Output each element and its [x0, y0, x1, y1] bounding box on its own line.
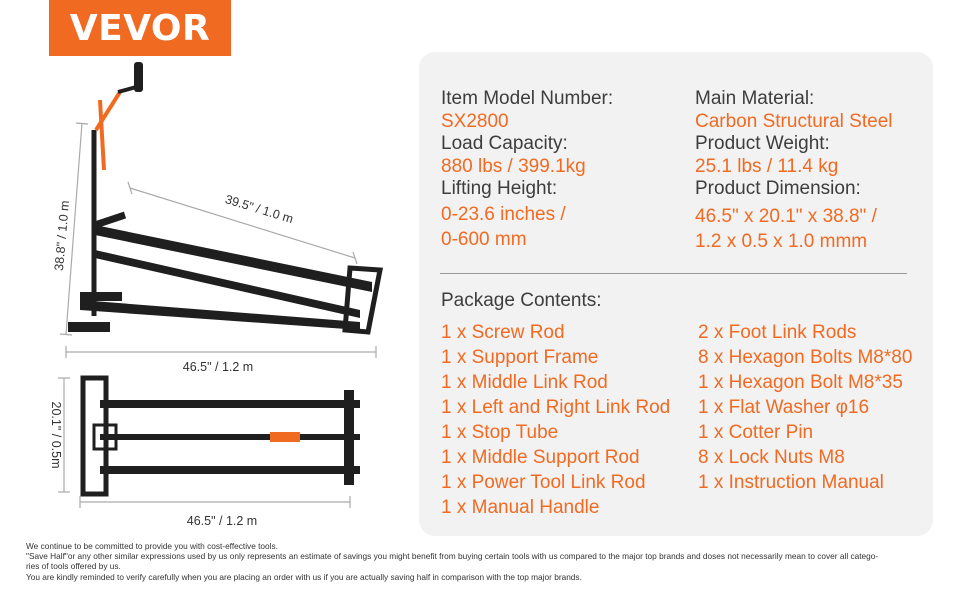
dimension-ramp-length: 39.5" / 1.0 m — [223, 192, 295, 227]
package-item: 8 x Hexagon Bolts M8*80 — [698, 347, 913, 368]
package-list-left — [441, 320, 670, 520]
model-value: SX2800 — [441, 110, 509, 132]
package-item: 1 x Middle Support Rod — [441, 447, 640, 468]
package-item: 1 x Hexagon Bolt M8*35 — [698, 372, 903, 393]
spec-column-left — [441, 88, 681, 252]
material-value: Carbon Structural Steel — [695, 110, 893, 132]
package-item: 1 x Flat Washer φ16 — [698, 397, 870, 418]
package-item: 1 x Manual Handle — [441, 497, 600, 518]
dimension-label: Product Dimension: — [695, 178, 861, 199]
package-contents-title: Package Contents: — [441, 290, 602, 311]
dimension-height: 38.8" / 1.0 m — [51, 199, 73, 272]
package-item: 1 x Support Frame — [441, 347, 599, 368]
side-view-illustration — [60, 62, 380, 358]
disclaimer — [26, 541, 956, 582]
top-view-illustration — [58, 378, 360, 508]
load-capacity-label: Load Capacity: — [441, 133, 568, 154]
package-item: 1 x Instruction Manual — [698, 472, 884, 493]
disclaimer-line: ries of tools offered by us. — [26, 561, 121, 572]
package-item: 1 x Cotter Pin — [698, 422, 814, 443]
dimension-value-2: 1.2 x 0.5 x 1.0 mmm — [695, 231, 868, 252]
disclaimer-line: "Save Half"or any other similar expressions used by us only represents an estimate of savings you might benefit from buying certain tools with us compared to the major top brands and doses not necessarily mean to cover all catego- — [26, 551, 879, 562]
package-item: 2 x Foot Link Rods — [698, 322, 857, 343]
package-item: 1 x Middle Link Rod — [441, 372, 608, 393]
model-label: Item Model Number: — [441, 88, 614, 109]
dimension-value-1: 46.5" x 20.1" x 38.8" / — [695, 205, 877, 227]
disclaimer-line: You are kindly reminded to verify carefully when you are placing an order with us if you are actually saving half in comparison with the top major brands. — [26, 571, 582, 582]
package-item: 1 x Left and Right Link Rod — [441, 397, 671, 418]
load-capacity-value: 880 lbs / 399.1kg — [441, 155, 586, 177]
package-item: 8 x Lock Nuts M8 — [698, 447, 845, 468]
package-item: 1 x Stop Tube — [441, 422, 559, 443]
dimension-width: 20.1" / 0.5m — [49, 401, 63, 469]
material-label: Main Material: — [695, 88, 815, 109]
package-list-right — [698, 320, 912, 495]
weight-value: 25.1 lbs / 11.4 kg — [695, 155, 839, 177]
disclaimer-line: We continue to be committed to provide you with cost-effective tools. — [26, 541, 278, 551]
lifting-height-value-2: 0-600 mm — [441, 229, 527, 250]
dimension-side-length: 46.5" / 1.2 m — [182, 360, 254, 374]
spec-column-right — [695, 88, 930, 254]
lifting-height-value-1: 0-23.6 inches / — [441, 203, 566, 225]
package-item: 1 x Screw Rod — [441, 322, 565, 343]
dimension-top-length: 46.5" / 1.2 m — [186, 514, 258, 528]
lifting-height-label: Lifting Height: — [441, 178, 558, 199]
brand-logo: VEVOR — [49, 0, 231, 56]
package-item: 1 x Power Tool Link Rod — [441, 472, 646, 493]
product-diagram — [0, 0, 420, 545]
section-divider — [440, 273, 907, 274]
weight-label: Product Weight: — [695, 133, 830, 154]
